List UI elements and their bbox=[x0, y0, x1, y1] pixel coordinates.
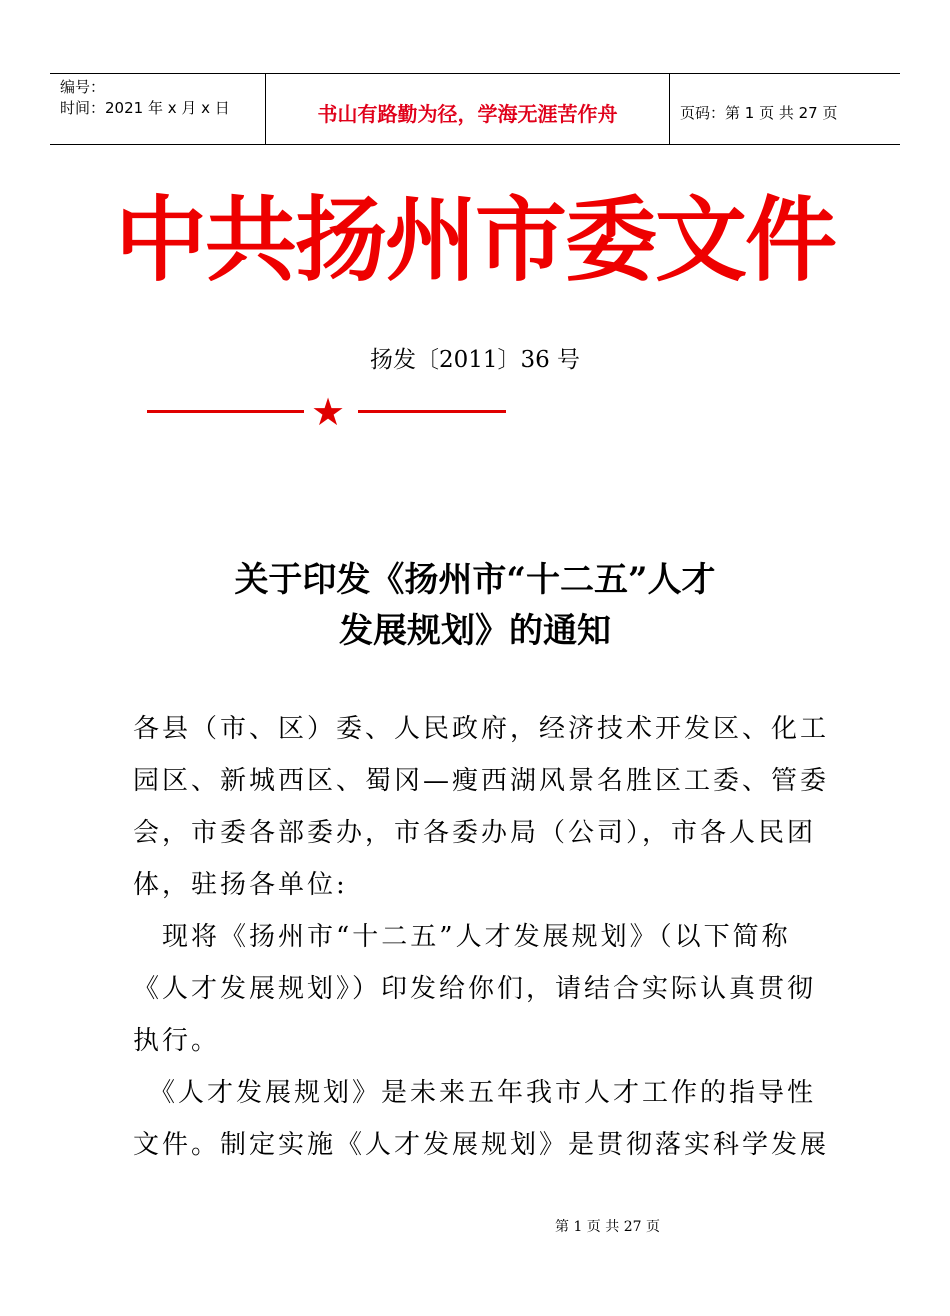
body-line: 会，市委各部委办，市各委办局（公司），市各人民团 bbox=[133, 818, 817, 848]
red-divider-left bbox=[147, 410, 304, 413]
page-footer: 第 1 页 共 27 页 bbox=[555, 1219, 660, 1235]
body-line: 执行。 bbox=[133, 1026, 221, 1056]
red-divider-right bbox=[358, 410, 506, 413]
notice-title-line-2: 发展规划》的通知 bbox=[339, 611, 611, 651]
doc-time-label: 时间：2021 年 x 月 x 日 bbox=[60, 99, 230, 117]
body-line: 体，驻扬各单位: bbox=[133, 870, 348, 900]
header-meta-cell bbox=[50, 74, 265, 144]
header-page-cell bbox=[670, 74, 900, 144]
body-line: 文件。制定实施《人才发展规划》是贯彻落实科学发展 bbox=[133, 1130, 830, 1160]
motto-text: 书山有路勤为径，学海无涯苦作舟 bbox=[317, 102, 618, 126]
star-icon: ★ bbox=[311, 390, 346, 434]
body-line: 《人才发展规划》）印发给你们，请结合实际认真贯彻 bbox=[133, 974, 817, 1004]
body-line: 园区、新城西区、蜀冈—瘦西湖风景名胜区工委、管委 bbox=[133, 766, 830, 796]
header-motto-cell bbox=[265, 74, 670, 144]
document-header bbox=[50, 73, 900, 145]
body-line: 现将《扬州市“十二五”人才发展规划》（以下简称 bbox=[133, 922, 791, 952]
doc-number-label: 编号： bbox=[60, 78, 106, 96]
masthead-title: 中共扬州市委文件 bbox=[114, 187, 835, 294]
document-number: 扬发〔2011〕36 号 bbox=[369, 347, 581, 373]
body-line: 《人才发展规划》是未来五年我市人才工作的指导性 bbox=[133, 1078, 817, 1108]
body-line: 各县（市、区）委、人民政府，经济技术开发区、化工 bbox=[133, 714, 830, 744]
notice-title-line-1: 关于印发《扬州市“十二五”人才 bbox=[234, 560, 716, 600]
page-indicator: 页码：第 1 页 共 27 页 bbox=[680, 104, 838, 122]
